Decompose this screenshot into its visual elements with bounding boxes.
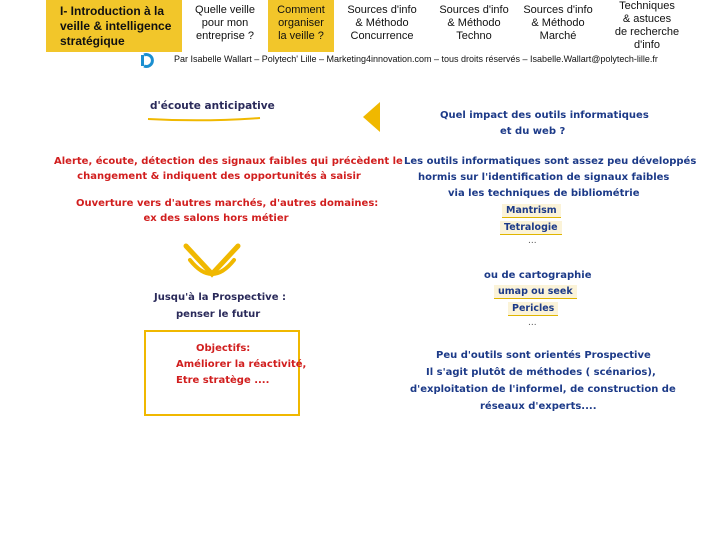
tab-introduction-line2: veille & intelligence	[60, 19, 172, 33]
impact-question-line2: et du web ?	[500, 126, 566, 137]
open-line2: ex des salons hors métier	[143, 213, 289, 224]
tab-introduction-line3: stratégique	[60, 34, 125, 48]
tab-conc-info: d'info	[390, 4, 417, 16]
alert-line1: Alerte, écoute, détection des signaux faibles qui précèdent le	[54, 156, 403, 167]
objectives-title: Objectifs:	[196, 343, 251, 354]
tab-techno-methodo: & Méthodo	[447, 17, 501, 29]
tab-introduction[interactable]	[46, 0, 182, 52]
prospective-line2: penser le futur	[176, 309, 261, 320]
tab-marche-sources: Sources	[523, 4, 564, 16]
tab-techno-label: Techno	[456, 30, 492, 42]
tab-marche-info: d'info	[566, 4, 593, 16]
tab-comment-line3: la veille ?	[278, 30, 324, 42]
tab-tech-line3: de recherche	[614, 26, 680, 38]
tool-pericles: Pericles	[508, 302, 558, 316]
dev-line1: Les outils informatiques sont assez peu développés	[404, 156, 697, 167]
tool-tetralogie: Tetralogie	[500, 221, 562, 235]
objectives-line1: Améliorer la réactivité,	[176, 359, 307, 370]
tab-quelle-line2: pour mon	[201, 17, 249, 29]
tool-mantrism: Mantrism	[502, 204, 561, 218]
tab-marche-methodo: & Méthodo	[531, 17, 585, 29]
few-tools-line3: d'exploitation de l'informel, de construction de	[410, 384, 676, 395]
objectives-line2: Etre stratège ....	[176, 375, 270, 386]
tab-comment-line2: organiser	[278, 17, 324, 29]
tab-tech-line1: Techniques	[619, 0, 675, 12]
prospective-line1: Jusqu'à la Prospective :	[154, 292, 286, 303]
few-tools-line4: réseaux d'experts....	[480, 401, 597, 412]
tab-techno-sources: Sources	[439, 4, 480, 16]
dev-line3: via les techniques de bibliométrie	[448, 188, 640, 199]
tab-sources-concurrence[interactable]	[334, 0, 430, 52]
tab-techno-info: d'info	[482, 4, 509, 16]
tab-introduction-line1: I- Introduction à la	[60, 4, 164, 18]
cartography-label: ou de cartographie	[484, 270, 592, 281]
heading-underline	[146, 116, 262, 122]
tab-tech-line2: & astuces	[622, 13, 672, 25]
tab-tech-line4: d'info	[634, 39, 660, 51]
tab-techniques-recherche[interactable]	[602, 0, 692, 52]
tab-quelle-veille[interactable]	[182, 0, 268, 52]
ellipsis-1: ...	[528, 236, 537, 246]
impact-question-line1: Quel impact des outils informatiques	[440, 110, 649, 121]
tab-marche-label: Marché	[539, 30, 577, 42]
open-line1: Ouverture vers d'autres marchés, d'autres domaines:	[76, 198, 379, 209]
tab-sources-techno[interactable]	[432, 0, 516, 52]
few-tools-line2: Il s'agit plutôt de méthodes ( scénarios),	[426, 367, 656, 378]
tab-conc-sources: Sources	[347, 4, 388, 16]
dev-line2: hormis sur l'identification de signaux faibles	[418, 172, 670, 183]
ellipsis-2: ...	[528, 318, 537, 328]
tab-comment-organiser[interactable]	[268, 0, 334, 52]
alert-line2: changement & indiquent des opportunités à saisir	[77, 171, 361, 182]
left-arrow-icon	[360, 100, 384, 134]
tab-conc-methodo: & Méthodo	[355, 17, 409, 29]
left-heading: d'écoute anticipative	[150, 100, 275, 112]
tab-conc-label: Concurrence	[350, 30, 414, 42]
tab-quelle-line3: entreprise ?	[195, 30, 255, 42]
tool-umap-seek: umap ou seek	[494, 285, 577, 299]
tab-sources-marche[interactable]	[516, 0, 600, 52]
tab-quelle-line1: Quelle veille	[195, 4, 255, 16]
credit-line: Par Isabelle Wallart – Polytech' Lille – Marketing4innovation.com – tous droits réservés – Isabelle.Wallart@polytech-lille.fr	[174, 54, 658, 64]
down-arrow-icon	[178, 238, 246, 288]
few-tools-line1: Peu d'outils sont orientés Prospective	[436, 350, 651, 361]
tab-comment-line1: Comment	[277, 4, 325, 16]
